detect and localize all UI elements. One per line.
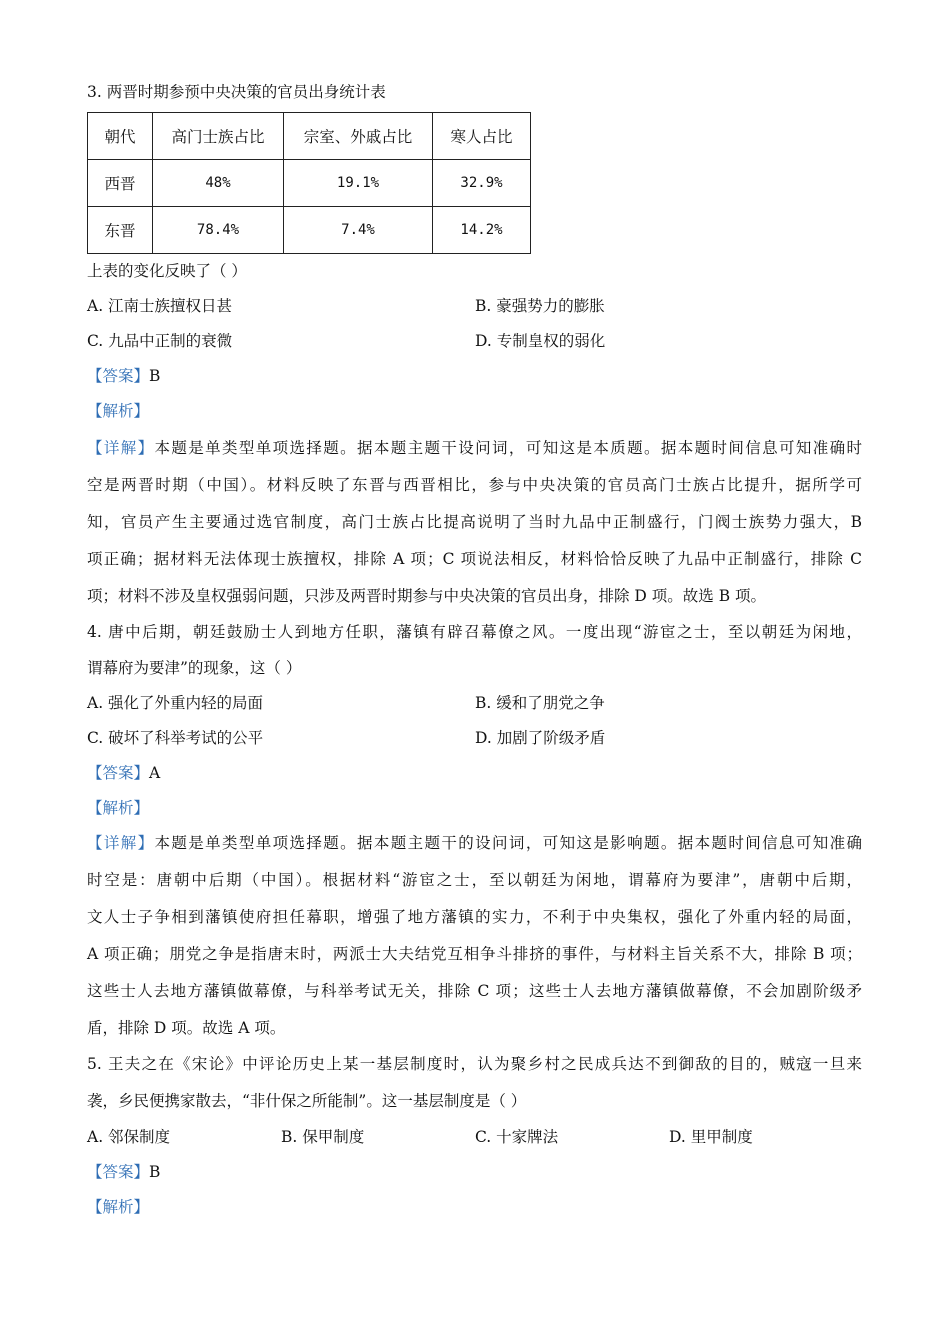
q3-option-b: B. 豪强势力的膨胀 [475,297,605,315]
q3-detail-line: 空是两晋时期（中国）。材料反映了东晋与西晋相比，参与中央决策的官员高门士族占比提升，据所学可 [87,476,862,494]
q3-detail-line [87,438,862,458]
q4-option-b: B. 缓和了朋党之争 [475,694,605,712]
table-cell: 32.9% [433,160,531,207]
table-header-cell: 高门士族占比 [153,113,284,160]
q4-analysis-tag: 【解析】 [87,799,150,817]
answer-tag: 【答案】 [87,1163,150,1181]
q3-option-c: C. 九品中正制的衰微 [87,332,233,350]
q4-detail-line: 时空是：唐朝中后期（中国）。根据材料“游宦之士，至以朝廷为闲地，谓幕府为要津”，唐朝中后期， [87,871,862,889]
q4-detail-line: 这些士人去地方藩镇做幕僚，与科举考试无关，排除 C 项；这些士人去地方藩镇做幕僚，不会加剧阶级矛 [87,982,862,1000]
table-header-row [88,113,531,160]
q4-option-c: C. 破坏了科举考试的公平 [87,729,264,747]
answer-value: A [149,764,161,782]
q4-detail-line: 盾，排除 D 项。故选 A 项。 [87,1019,286,1037]
q4-detail-line: A 项正确；朋党之争是指唐末时，两派士大夫结党互相争斗排挤的事件，与材料主旨关系不大，排除 B 项； [87,945,862,963]
q3-analysis-tag: 【解析】 [87,402,150,420]
q4-answer [87,763,160,783]
table-row [88,207,531,254]
q5-stem-line: 5. 王夫之在《宋论》中评论历史上某一基层制度时，认为聚乡村之民成兵达不到御敌的目的，贼寇一旦来 [87,1055,862,1073]
detail-text: 本题是单类型单项选择题。据本题主题干的设问词，可知这是影响题。据本题时间信息可知准确 [154,834,862,852]
q3-detail-line: 项；材料不涉及皇权强弱问题，只涉及两晋时期参与中央决策的官员出身，排除 D 项。故选 B 项。 [87,587,767,605]
table-header-cell: 宗室、外戚占比 [284,113,433,160]
q5-option-b: B. 保甲制度 [281,1128,365,1146]
table-cell: 7.4% [284,207,433,254]
q3-title: 3. 两晋时期参预中央决策的官员出身统计表 [87,83,386,101]
detail-text: 本题是单类型单项选择题。据本题主题干设问词，可知这是本质题。据本题时间信息可知准确时 [154,439,862,457]
answer-tag: 【答案】 [87,367,150,385]
q3-stem: 上表的变化反映了（ ） [87,262,247,280]
q4-option-d: D. 加剧了阶级矛盾 [475,729,606,747]
table-row [88,160,531,207]
q3-option-d: D. 专制皇权的弱化 [475,332,606,350]
q5-analysis-tag: 【解析】 [87,1198,150,1216]
table-cell: 78.4% [153,207,284,254]
answer-value: B [149,367,161,385]
answer-value: B [149,1163,161,1181]
table-header-cell: 寒人占比 [433,113,531,160]
q3-detail-line: 知，官员产生主要通过选官制度，高门士族占比提高说明了当时九品中正制盛行，门阀士族势力强大，B [87,513,862,531]
q5-option-c: C. 十家牌法 [475,1128,559,1146]
q5-option-d: D. 里甲制度 [669,1128,753,1146]
detail-tag: 【详解】 [87,439,155,457]
q4-detail-line [87,833,862,853]
table-cell: 西晋 [88,160,153,207]
q3-answer [87,366,160,386]
q3-table [87,112,531,254]
table-header-cell: 朝代 [88,113,153,160]
table-cell: 48% [153,160,284,207]
table-cell: 14.2% [433,207,531,254]
q5-answer [87,1162,160,1182]
q5-option-a: A. 邻保制度 [87,1128,171,1146]
q3-detail-line: 项正确；据材料无法体现士族擅权，排除 A 项；C 项说法相反，材料恰恰反映了九品中正制盛行，排除 C [87,550,862,568]
q3-option-a: A. 江南士族擅权日甚 [87,297,233,315]
q4-stem-line: 谓幕府为要津”的现象，这（ ） [87,659,302,677]
table-cell: 东晋 [88,207,153,254]
q4-detail-line: 文人士子争相到藩镇使府担任幕职，增强了地方藩镇的实力，不利于中央集权，强化了外重内轻的局面， [87,908,862,926]
detail-tag: 【详解】 [87,834,155,852]
q4-option-a: A. 强化了外重内轻的局面 [87,694,264,712]
q4-stem-line: 4. 唐中后期，朝廷鼓励士人到地方任职，藩镇有辟召幕僚之风。一度出现“游宦之士，至以朝廷为闲地， [87,623,862,641]
table-cell: 19.1% [284,160,433,207]
answer-tag: 【答案】 [87,764,150,782]
q5-stem-line: 袭，乡民便携家散去，“非什保之所能制”。这一基层制度是（ ） [87,1092,527,1110]
